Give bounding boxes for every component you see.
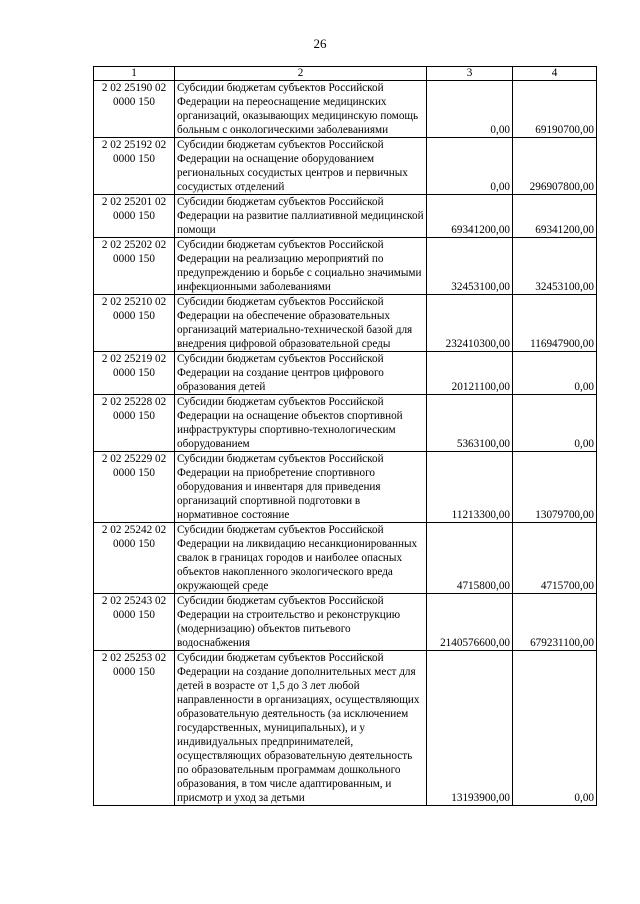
budget-code: 2 02 25228 02 0000 150	[94, 395, 175, 452]
budget-table	[93, 66, 597, 806]
subsidy-name: Субсидии бюджетам субъектов Российской Федерации на приобретение спортивного оборудования и инвентаря для приведения организаций спортивной подготовки в нормативное состояние	[175, 452, 427, 523]
subsidy-name: Субсидии бюджетам субъектов Российской Федерации на оснащение оборудованием региональных сосудистых центров и первичных сосудистых отделений	[175, 138, 427, 195]
table-row	[94, 81, 597, 138]
budget-code: 2 02 25201 02 0000 150	[94, 195, 175, 238]
amount-col-3: 13193900,00	[427, 651, 513, 806]
amount-col-3: 20121100,00	[427, 352, 513, 395]
budget-code: 2 02 25190 02 0000 150	[94, 81, 175, 138]
amount-col-3: 5363100,00	[427, 395, 513, 452]
amount-col-4: 116947900,00	[513, 295, 597, 352]
table-row	[94, 594, 597, 651]
subsidy-name: Субсидии бюджетам субъектов Российской Федерации на переоснащение медицинских организаций, оказывающих медицинскую помощь больным с онкологическими заболеваниями	[175, 81, 427, 138]
amount-col-4: 69190700,00	[513, 81, 597, 138]
table-row	[94, 195, 597, 238]
table-row	[94, 523, 597, 594]
amount-col-4: 679231100,00	[513, 594, 597, 651]
amount-col-3: 0,00	[427, 138, 513, 195]
budget-code: 2 02 25210 02 0000 150	[94, 295, 175, 352]
amount-col-3: 232410300,00	[427, 295, 513, 352]
amount-col-4: 32453100,00	[513, 238, 597, 295]
amount-col-4: 0,00	[513, 395, 597, 452]
subsidy-name: Субсидии бюджетам субъектов Российской Федерации на реализацию мероприятий по предупреждению и борьбе с социально значимыми инфекционными заболеваниями	[175, 238, 427, 295]
amount-col-3: 4715800,00	[427, 523, 513, 594]
header-col-3: 3	[427, 67, 513, 81]
amount-col-3: 0,00	[427, 81, 513, 138]
table-row	[94, 238, 597, 295]
budget-code: 2 02 25229 02 0000 150	[94, 452, 175, 523]
table-row	[94, 651, 597, 806]
amount-col-4: 13079700,00	[513, 452, 597, 523]
amount-col-3: 32453100,00	[427, 238, 513, 295]
budget-code: 2 02 25242 02 0000 150	[94, 523, 175, 594]
subsidy-name: Субсидии бюджетам субъектов Российской Федерации на строительство и реконструкцию (модернизацию) объектов питьевого водоснабжения	[175, 594, 427, 651]
budget-code: 2 02 25202 02 0000 150	[94, 238, 175, 295]
table-row	[94, 295, 597, 352]
subsidy-name: Субсидии бюджетам субъектов Российской Федерации на оснащение объектов спортивной инфраструктуры спортивно-технологическим оборудованием	[175, 395, 427, 452]
amount-col-4: 4715700,00	[513, 523, 597, 594]
table-row	[94, 395, 597, 452]
subsidy-name: Субсидии бюджетам субъектов Российской Федерации на создание центров цифрового образования детей	[175, 352, 427, 395]
budget-code: 2 02 25243 02 0000 150	[94, 594, 175, 651]
budget-code: 2 02 25192 02 0000 150	[94, 138, 175, 195]
budget-code: 2 02 25219 02 0000 150	[94, 352, 175, 395]
subsidy-name: Субсидии бюджетам субъектов Российской Федерации на создание дополнительных мест для детей в возрасте от 1,5 до 3 лет любой направленности в организациях, осуществляющих образовательную деятельность (за исключением государственных, муниципальных), и у индивидуальных предпринимателей, осуществляющих образовательную деятельность по образовательным программам дошкольного образования, в том числе адаптированным, и присмотр и уход за детьми	[175, 651, 427, 806]
amount-col-4: 0,00	[513, 651, 597, 806]
amount-col-4: 296907800,00	[513, 138, 597, 195]
table-row	[94, 138, 597, 195]
subsidy-name: Субсидии бюджетам субъектов Российской Федерации на развитие паллиативной медицинской помощи	[175, 195, 427, 238]
subsidy-name: Субсидии бюджетам субъектов Российской Федерации на обеспечение образовательных организаций материально-технической базой для внедрения цифровой образовательной среды	[175, 295, 427, 352]
header-col-4: 4	[513, 67, 597, 81]
amount-col-4: 69341200,00	[513, 195, 597, 238]
table-header-row	[94, 67, 597, 81]
amount-col-3: 69341200,00	[427, 195, 513, 238]
amount-col-4: 0,00	[513, 352, 597, 395]
header-col-2: 2	[175, 67, 427, 81]
page-number: 26	[313, 36, 327, 51]
amount-col-3: 2140576600,00	[427, 594, 513, 651]
subsidy-name: Субсидии бюджетам субъектов Российской Федерации на ликвидацию несанкционированных свалок в границах городов и наиболее опасных объектов накопленного экологического вреда окружающей среде	[175, 523, 427, 594]
header-col-1: 1	[94, 67, 175, 81]
amount-col-3: 11213300,00	[427, 452, 513, 523]
table-row	[94, 452, 597, 523]
budget-code: 2 02 25253 02 0000 150	[94, 651, 175, 806]
table-row	[94, 352, 597, 395]
